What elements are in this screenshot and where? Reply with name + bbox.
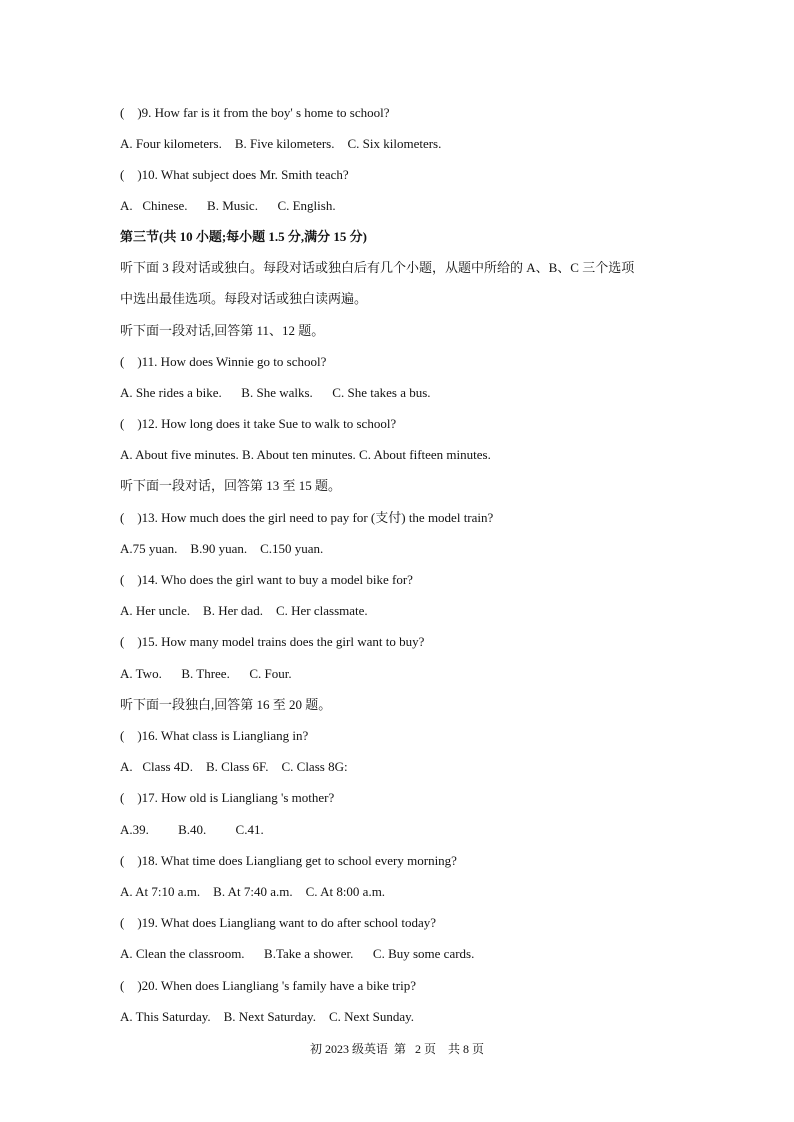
section-3-instructions-line-1: 听下面 3 段对话或独白。每段对话或独白后有几个小题，从题中所给的 A、B、C 三个选项 — [120, 260, 635, 275]
question-19-options: A. Clean the classroom. B.Take a shower. C. Buy some cards. — [120, 946, 475, 961]
section-3-instructions-line-2: 中选出最佳选项。每段对话或独白读两遍。 — [120, 291, 368, 306]
question-12: ( )12. How long does it take Sue to walk to school? — [120, 416, 397, 431]
question-11: ( )11. How does Winnie go to school? — [120, 354, 327, 369]
question-12-options: A. About five minutes. B. About ten minutes. C. About fifteen minutes. — [120, 447, 491, 462]
question-20: ( )20. When does Liangliang 's family have a bike trip? — [120, 978, 416, 993]
question-15-options: A. Two. B. Three. C. Four. — [120, 666, 292, 681]
question-16-options: A. Class 4D. B. Class 6F. C. Class 8G: — [120, 759, 348, 774]
page-footer: 初 2023 级英语 第 2 页 共 8 页 — [309, 1042, 484, 1056]
question-18: ( )18. What time does Liangliang get to school every morning? — [120, 853, 457, 868]
question-11-options: A. She rides a bike. B. She walks. C. She takes a bus. — [120, 385, 431, 400]
question-13-options: A.75 yuan. B.90 yuan. C.150 yuan. — [120, 541, 324, 556]
question-9: ( )9. How far is it from the boy' s home to school? — [120, 105, 390, 120]
question-10: ( )10. What subject does Mr. Smith teach? — [120, 167, 349, 182]
question-9-options: A. Four kilometers. B. Five kilometers. C. Six kilometers. — [120, 136, 442, 151]
question-13: ( )13. How much does the girl need to pay for (支付) the model train? — [120, 510, 494, 525]
question-20-options: A. This Saturday. B. Next Saturday. C. Next Sunday. — [120, 1009, 415, 1024]
question-10-options: A. Chinese. B. Music. C. English. — [120, 198, 336, 213]
question-14-options: A. Her uncle. B. Her dad. C. Her classmate. — [120, 603, 368, 618]
question-19: ( )19. What does Liangliang want to do after school today? — [120, 915, 437, 930]
question-18-options: A. At 7:10 a.m. B. At 7:40 a.m. C. At 8:00 a.m. — [120, 884, 386, 899]
dialogue-1-intro: 听下面一段对话,回答第 11、12 题。 — [120, 323, 325, 338]
question-17: ( )17. How old is Liangliang 's mother? — [120, 790, 335, 805]
question-17-options: A.39. B.40. C.41. — [120, 822, 264, 837]
monologue-intro: 听下面一段独白,回答第 16 至 20 题。 — [120, 697, 332, 712]
section-3-heading: 第三节(共 10 小题;每小题 1.5 分,满分 15 分) — [120, 229, 367, 244]
dialogue-2-intro: 听下面一段对话，回答第 13 至 15 题。 — [120, 478, 342, 493]
question-16: ( )16. What class is Liangliang in? — [120, 728, 309, 743]
question-14: ( )14. Who does the girl want to buy a model bike for? — [120, 572, 413, 587]
question-15: ( )15. How many model trains does the girl want to buy? — [120, 634, 425, 649]
